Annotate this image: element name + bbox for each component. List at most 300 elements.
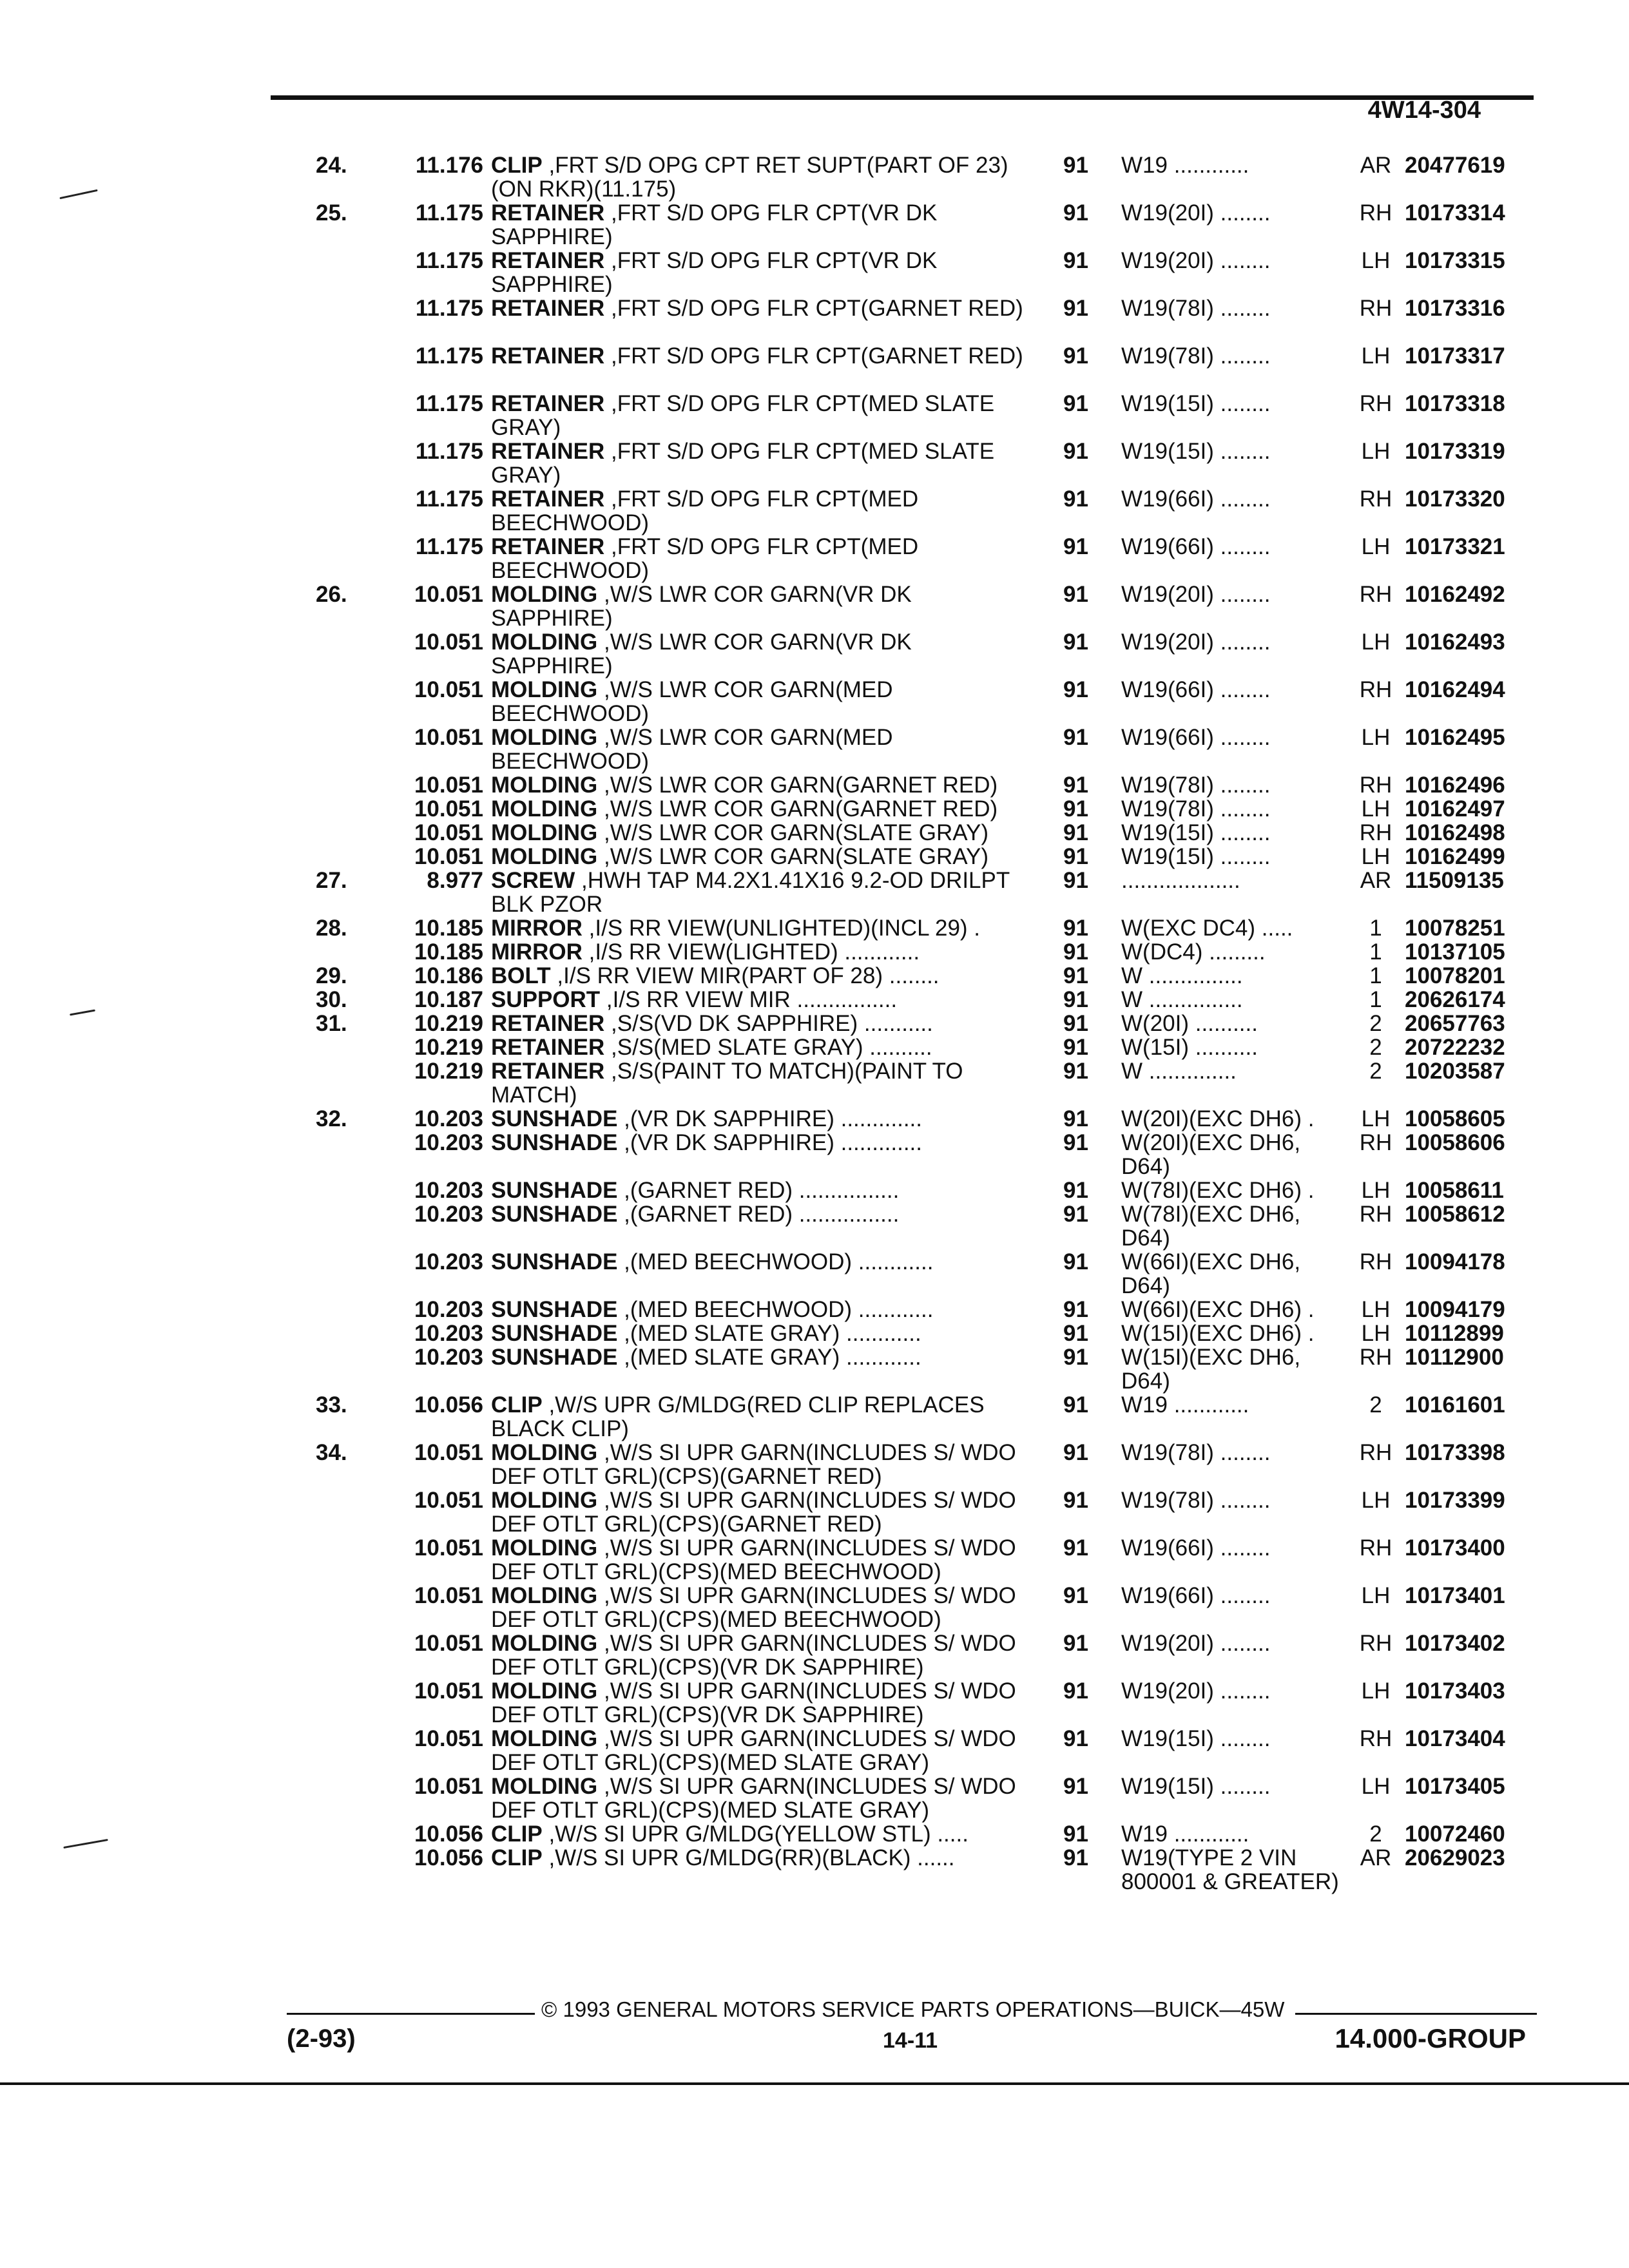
usage-code: W(78I)(EXC DH6) .: [1121, 1178, 1315, 1203]
part-number: 10058605: [1405, 1106, 1505, 1131]
part-row: [0, 1822, 1629, 1846]
quantity: 1: [1369, 963, 1382, 988]
group-number: 10.051: [414, 725, 483, 750]
part-description: [491, 940, 1026, 964]
usage-code: W19(15I) ........: [1121, 391, 1271, 416]
quantity: RH: [1359, 1631, 1393, 1656]
quantity: 1: [1369, 939, 1382, 965]
part-row: [0, 1035, 1629, 1059]
quantity: LH: [1361, 343, 1391, 369]
quantity: 2: [1369, 1821, 1382, 1847]
model-year: 91: [1063, 1774, 1088, 1799]
part-detail: ,FRT S/D OPG CPT RET SUPT(PART OF 23) (ON RKR)(11.175): [491, 153, 1008, 202]
part-name: SUNSHADE: [491, 1249, 618, 1274]
group-number: 10.051: [414, 1774, 483, 1799]
part-number: 10173401: [1405, 1583, 1505, 1608]
part-row: [0, 201, 1629, 249]
part-description: [491, 392, 1026, 439]
part-description: [491, 535, 1026, 582]
part-detail: ,W/S SI UPR G/MLDG(RR)(BLACK) ......: [542, 1845, 955, 1870]
group-number: 11.175: [415, 296, 483, 321]
part-row: [0, 1727, 1629, 1774]
part-detail: ,W/S LWR COR GARN(GARNET RED): [597, 796, 998, 822]
part-description: [491, 1774, 1026, 1822]
part-row: [0, 773, 1629, 797]
part-name: MOLDING: [491, 725, 598, 750]
part-detail: ,S/S(PAINT TO MATCH)(PAINT TO MATCH): [491, 1059, 963, 1108]
item-number: 31.: [316, 1011, 347, 1036]
usage-code: W(20I)(EXC DH6, D64): [1121, 1130, 1301, 1179]
quantity: RH: [1359, 391, 1393, 416]
part-row: [0, 249, 1629, 296]
usage-code: W19(66I) ........: [1121, 725, 1271, 750]
quantity: RH: [1359, 486, 1393, 512]
part-row: [0, 1012, 1629, 1035]
part-name: SCREW: [491, 868, 575, 893]
group-number: 10.051: [414, 629, 483, 655]
footer-rule-left: [287, 2013, 535, 2015]
model-year: 91: [1063, 629, 1088, 655]
part-detail: ,FRT S/D OPG FLR CPT(MED SLATE GRAY): [491, 391, 995, 440]
part-row: [0, 1321, 1629, 1345]
part-description: [491, 678, 1026, 726]
usage-code: W19(15I) ........: [1121, 844, 1271, 869]
part-description: [491, 153, 1026, 201]
part-detail: ,W/S SI UPR G/MLDG(YELLOW STL) .....: [542, 1821, 969, 1847]
group-number: 10.051: [414, 1583, 483, 1608]
quantity: RH: [1359, 200, 1393, 226]
model-year: 91: [1063, 1106, 1088, 1131]
usage-code: W19(15I) ........: [1121, 1774, 1271, 1799]
model-year: 91: [1063, 677, 1088, 702]
part-row: [0, 845, 1629, 869]
quantity: AR: [1360, 153, 1392, 178]
group-number: 10.051: [414, 1678, 483, 1704]
part-row: [0, 535, 1629, 582]
quantity: 2: [1369, 1392, 1382, 1418]
quantity: RH: [1359, 677, 1393, 702]
part-detail: ,W/S LWR COR GARN(SLATE GRAY): [597, 820, 988, 845]
part-detail: ,FRT S/D OPG FLR CPT(MED BEECHWOOD): [491, 486, 919, 535]
part-description: [491, 344, 1026, 368]
model-year: 91: [1063, 439, 1088, 464]
usage-code: W19 ............: [1121, 1392, 1249, 1418]
part-row: [0, 1774, 1629, 1822]
part-name: SUNSHADE: [491, 1297, 618, 1322]
part-row: [0, 1107, 1629, 1131]
usage-code: W19(20I) ........: [1121, 1631, 1271, 1656]
part-row: [0, 1441, 1629, 1488]
quantity: AR: [1360, 1845, 1392, 1870]
usage-code: W19(78I) ........: [1121, 296, 1271, 321]
part-description: [491, 1178, 1026, 1202]
part-name: RETAINER: [491, 343, 605, 369]
part-detail: ,(MED BEECHWOOD) ............: [617, 1297, 934, 1322]
model-year: 91: [1063, 153, 1088, 178]
quantity: LH: [1361, 1106, 1391, 1131]
part-detail: ,W/S UPR G/MLDG(RED CLIP REPLACES BLACK CLIP): [491, 1392, 985, 1441]
part-number: 10162494: [1405, 677, 1505, 702]
part-description: [491, 201, 1026, 249]
part-row: [0, 869, 1629, 916]
model-year: 91: [1063, 916, 1088, 941]
copyright-text: © 1993 GENERAL MOTORS SERVICE PARTS OPERATIONS—BUICK—45W: [541, 1997, 1285, 2021]
model-year: 91: [1063, 1488, 1088, 1513]
part-name: RETAINER: [491, 1035, 605, 1060]
part-row: [0, 1488, 1629, 1536]
quantity: 1: [1369, 987, 1382, 1012]
part-row: [0, 964, 1629, 988]
part-name: MOLDING: [491, 629, 598, 655]
part-row: [0, 797, 1629, 821]
model-year: 91: [1063, 296, 1088, 321]
part-detail: ,I/S RR VIEW MIR ................: [600, 987, 898, 1012]
part-number: 10173399: [1405, 1488, 1505, 1513]
group-number: 11.175: [415, 343, 483, 369]
part-description: [491, 1393, 1026, 1441]
model-year: 91: [1063, 1035, 1088, 1060]
group-number: 10.051: [414, 773, 483, 798]
model-year: 91: [1063, 1535, 1088, 1561]
part-detail: ,W/S LWR COR GARN(VR DK SAPPHIRE): [491, 629, 912, 678]
quantity: LH: [1361, 629, 1391, 655]
model-year: 91: [1063, 1583, 1088, 1608]
part-name: MIRROR: [491, 939, 583, 965]
part-name: MOLDING: [491, 1535, 598, 1561]
group-number: 11.175: [415, 200, 483, 226]
model-year: 91: [1063, 773, 1088, 798]
usage-code: W19(15I) ........: [1121, 1726, 1271, 1751]
part-name: CLIP: [491, 1845, 543, 1870]
quantity: LH: [1361, 796, 1391, 822]
quantity: RH: [1359, 1535, 1393, 1561]
part-name: MOLDING: [491, 1488, 598, 1513]
part-detail: ,(GARNET RED) ................: [617, 1178, 900, 1203]
group-number: 11.175: [415, 248, 483, 273]
part-description: [491, 916, 1026, 940]
part-detail: ,W/S LWR COR GARN(MED BEECHWOOD): [491, 677, 893, 726]
group-number: 10.203: [414, 1297, 483, 1322]
part-detail: ,FRT S/D OPG FLR CPT(MED SLATE GRAY): [491, 439, 995, 488]
part-name: MOLDING: [491, 796, 598, 822]
group-number: 10.051: [414, 1440, 483, 1465]
part-number: 10112899: [1405, 1321, 1504, 1346]
usage-code: W19(20I) ........: [1121, 1678, 1271, 1704]
group-number: 10.051: [414, 796, 483, 822]
part-description: [491, 1536, 1026, 1584]
model-year: 91: [1063, 486, 1088, 512]
part-row: [0, 1345, 1629, 1393]
part-detail: ,W/S SI UPR GARN(INCLUDES S/ WDO DEF OTLT GRL)(CPS)(GARNET RED): [491, 1488, 1016, 1537]
part-description: [491, 1012, 1026, 1035]
usage-code: W(DC4) .........: [1121, 939, 1266, 965]
usage-code: W(EXC DC4) .....: [1121, 916, 1293, 941]
part-number: 10112900: [1405, 1345, 1504, 1370]
part-number: 10173320: [1405, 486, 1505, 512]
footer-rule-right: [1295, 2013, 1537, 2015]
usage-code: W(66I)(EXC DH6, D64): [1121, 1249, 1301, 1298]
part-row: [0, 1631, 1629, 1679]
item-number: 26.: [316, 582, 347, 607]
part-row: [0, 821, 1629, 845]
part-detail: ,S/S(MED SLATE GRAY) ..........: [604, 1035, 932, 1060]
quantity: RH: [1359, 1130, 1393, 1155]
part-number: 10173405: [1405, 1774, 1505, 1799]
item-number: 32.: [316, 1106, 347, 1131]
group-number: 10.219: [414, 1059, 483, 1084]
part-number: 10058612: [1405, 1202, 1505, 1227]
part-detail: ,FRT S/D OPG FLR CPT(MED BEECHWOOD): [491, 534, 919, 583]
usage-code: W19(20I) ........: [1121, 200, 1271, 226]
model-year: 91: [1063, 987, 1088, 1012]
usage-code: W19(78I) ........: [1121, 773, 1271, 798]
part-name: SUNSHADE: [491, 1345, 618, 1370]
part-row: [0, 1393, 1629, 1441]
part-detail: ,W/S SI UPR GARN(INCLUDES S/ WDO DEF OTLT GRL)(CPS)(GARNET RED): [491, 1440, 1016, 1489]
part-row: [0, 1059, 1629, 1107]
usage-code: W19 ............: [1121, 153, 1249, 178]
group-number: 10.056: [414, 1845, 483, 1870]
part-name: MOLDING: [491, 1774, 598, 1799]
part-number: 20477619: [1405, 153, 1505, 178]
part-row: [0, 344, 1629, 392]
quantity: 2: [1369, 1059, 1382, 1084]
part-number: 10162492: [1405, 582, 1505, 607]
part-number: 10161601: [1405, 1392, 1505, 1418]
usage-code: W(15I)(EXC DH6) .: [1121, 1321, 1315, 1346]
model-year: 91: [1063, 796, 1088, 822]
part-detail: ,I/S RR VIEW(LIGHTED) ............: [582, 939, 920, 965]
part-number: 20722232: [1405, 1035, 1505, 1060]
usage-code: W ..............: [1121, 1059, 1237, 1084]
part-detail: ,W/S LWR COR GARN(VR DK SAPPHIRE): [491, 582, 912, 631]
part-number: 20626174: [1405, 987, 1505, 1012]
quantity: RH: [1359, 820, 1393, 845]
part-name: RETAINER: [491, 1059, 605, 1084]
part-number: 10173316: [1405, 296, 1505, 321]
part-row: [0, 940, 1629, 964]
part-name: MOLDING: [491, 582, 598, 607]
quantity: LH: [1361, 725, 1391, 750]
part-row: [0, 1131, 1629, 1178]
part-number: 20629023: [1405, 1845, 1505, 1870]
group-label: 14.000-GROUP: [1335, 2023, 1526, 2053]
part-name: BOLT: [491, 963, 551, 988]
part-name: CLIP: [491, 1392, 543, 1418]
quantity: RH: [1359, 296, 1393, 321]
part-detail: ,W/S SI UPR GARN(INCLUDES S/ WDO DEF OTLT GRL)(CPS)(MED BEECHWOOD): [491, 1583, 1016, 1632]
part-name: RETAINER: [491, 200, 605, 226]
part-number: 10203587: [1405, 1059, 1505, 1084]
group-number: 10.051: [414, 820, 483, 845]
quantity: LH: [1361, 1297, 1391, 1322]
item-number: 25.: [316, 200, 347, 226]
model-year: 91: [1063, 534, 1088, 559]
model-year: 91: [1063, 1321, 1088, 1346]
part-number: 10162495: [1405, 725, 1505, 750]
part-description: [491, 869, 1026, 916]
revision-date: (2-93): [287, 2024, 356, 2053]
part-number: 10173403: [1405, 1678, 1505, 1704]
usage-code: W19(66I) ........: [1121, 534, 1271, 559]
model-year: 91: [1063, 1845, 1088, 1870]
part-name: RETAINER: [491, 1011, 605, 1036]
group-number: 10.185: [414, 916, 483, 941]
part-description: [491, 487, 1026, 535]
part-name: SUNSHADE: [491, 1178, 618, 1203]
part-name: MIRROR: [491, 916, 583, 941]
part-number: 10173402: [1405, 1631, 1505, 1656]
group-number: 10.051: [414, 1488, 483, 1513]
part-description: [491, 1822, 1026, 1846]
part-name: RETAINER: [491, 486, 605, 512]
part-description: [491, 773, 1026, 797]
part-detail: ,FRT S/D OPG FLR CPT(VR DK SAPPHIRE): [491, 200, 938, 249]
item-number: 27.: [316, 868, 347, 893]
part-description: [491, 1584, 1026, 1631]
model-year: 91: [1063, 963, 1088, 988]
model-year: 91: [1063, 1178, 1088, 1203]
quantity: RH: [1359, 1345, 1393, 1370]
quantity: 2: [1369, 1011, 1382, 1036]
part-description: [491, 439, 1026, 487]
part-description: [491, 1321, 1026, 1345]
part-description: [491, 988, 1026, 1012]
bottom-rule: [0, 2082, 1629, 2085]
model-year: 91: [1063, 1440, 1088, 1465]
quantity: LH: [1361, 534, 1391, 559]
part-name: RETAINER: [491, 296, 605, 321]
part-name: RETAINER: [491, 391, 605, 416]
part-row: [0, 1536, 1629, 1584]
part-name: CLIP: [491, 153, 543, 178]
part-description: [491, 1488, 1026, 1536]
page-code: 4W14-304: [1367, 97, 1481, 124]
part-row: [0, 439, 1629, 487]
group-number: 10.051: [414, 1631, 483, 1656]
group-number: 10.203: [414, 1178, 483, 1203]
quantity: RH: [1359, 582, 1393, 607]
header-rule: [271, 95, 1534, 100]
part-name: MOLDING: [491, 1440, 598, 1465]
item-number: 29.: [316, 963, 347, 988]
part-row: [0, 1298, 1629, 1321]
usage-code: W19 ............: [1121, 1821, 1249, 1847]
part-detail: ,(VR DK SAPPHIRE) .............: [617, 1130, 923, 1155]
part-description: [491, 1727, 1026, 1774]
part-number: 10173318: [1405, 391, 1505, 416]
part-detail: ,(VR DK SAPPHIRE) .............: [617, 1106, 923, 1131]
part-number: 10078251: [1405, 916, 1505, 941]
usage-code: W19(15I) ........: [1121, 820, 1271, 845]
part-number: 20657763: [1405, 1011, 1505, 1036]
usage-code: W19(78I) ........: [1121, 1488, 1271, 1513]
group-number: 10.051: [414, 1535, 483, 1561]
group-number: 11.175: [415, 534, 483, 559]
part-row: [0, 1250, 1629, 1298]
usage-code: W19(78I) ........: [1121, 796, 1271, 822]
parts-list: [0, 153, 1629, 1917]
part-name: RETAINER: [491, 534, 605, 559]
part-number: 10058611: [1405, 1178, 1504, 1203]
part-description: [491, 726, 1026, 773]
quantity: RH: [1359, 1440, 1393, 1465]
part-description: [491, 1846, 1026, 1870]
group-number: 10.203: [414, 1130, 483, 1155]
part-detail: ,(MED SLATE GRAY) ............: [617, 1345, 921, 1370]
part-number: 10162497: [1405, 796, 1505, 822]
part-detail: ,W/S LWR COR GARN(MED BEECHWOOD): [491, 725, 893, 774]
model-year: 91: [1063, 1392, 1088, 1418]
part-detail: ,(GARNET RED) ................: [617, 1202, 900, 1227]
part-name: SUPPORT: [491, 987, 601, 1012]
usage-code: W ...............: [1121, 963, 1243, 988]
part-description: [491, 1298, 1026, 1321]
part-row: [0, 1679, 1629, 1727]
item-number: 24.: [316, 153, 347, 178]
usage-code: W19(20I) ........: [1121, 582, 1271, 607]
model-year: 91: [1063, 1249, 1088, 1274]
quantity: RH: [1359, 773, 1393, 798]
part-number: 10058606: [1405, 1130, 1505, 1155]
quantity: LH: [1361, 1321, 1391, 1346]
model-year: 91: [1063, 820, 1088, 845]
model-year: 91: [1063, 868, 1088, 893]
part-name: MOLDING: [491, 677, 598, 702]
part-name: RETAINER: [491, 248, 605, 273]
part-row: [0, 988, 1629, 1012]
model-year: 91: [1063, 725, 1088, 750]
part-number: 10162493: [1405, 629, 1505, 655]
group-number: 10.051: [414, 844, 483, 869]
group-number: 10.203: [414, 1321, 483, 1346]
usage-code: W(20I)(EXC DH6) .: [1121, 1106, 1315, 1131]
part-description: [491, 630, 1026, 678]
part-name: MOLDING: [491, 1583, 598, 1608]
part-number: 10094178: [1405, 1249, 1505, 1274]
part-description: [491, 1441, 1026, 1488]
quantity: LH: [1361, 1678, 1391, 1704]
part-name: MOLDING: [491, 1631, 598, 1656]
group-number: 10.051: [414, 1726, 483, 1751]
part-description: [491, 249, 1026, 296]
part-description: [491, 1345, 1026, 1369]
usage-code: W(66I)(EXC DH6) .: [1121, 1297, 1315, 1322]
part-number: 10162498: [1405, 820, 1505, 845]
part-name: MOLDING: [491, 1678, 598, 1704]
part-name: MOLDING: [491, 1726, 598, 1751]
usage-code: W19(20I) ........: [1121, 629, 1271, 655]
group-number: 11.175: [415, 486, 483, 512]
part-detail: ,W/S SI UPR GARN(INCLUDES S/ WDO DEF OTLT GRL)(CPS)(VR DK SAPPHIRE): [491, 1678, 1016, 1727]
part-row: [0, 1178, 1629, 1202]
part-number: 10094179: [1405, 1297, 1505, 1322]
part-description: [491, 582, 1026, 630]
part-number: 10078201: [1405, 963, 1505, 988]
part-detail: ,W/S SI UPR GARN(INCLUDES S/ WDO DEF OTLT GRL)(CPS)(MED SLATE GRAY): [491, 1774, 1016, 1823]
part-number: 10072460: [1405, 1821, 1505, 1847]
part-detail: ,FRT S/D OPG FLR CPT(VR DK SAPPHIRE): [491, 248, 938, 297]
quantity: 2: [1369, 1035, 1382, 1060]
item-number: 33.: [316, 1392, 347, 1418]
usage-code: W(20I) ..........: [1121, 1011, 1258, 1036]
quantity: RH: [1359, 1249, 1393, 1274]
group-number: 10.185: [414, 939, 483, 965]
group-number: 10.051: [414, 582, 483, 607]
part-description: [491, 1202, 1026, 1226]
part-detail: ,W/S SI UPR GARN(INCLUDES S/ WDO DEF OTLT GRL)(CPS)(MED BEECHWOOD): [491, 1535, 1016, 1584]
part-row: [0, 1584, 1629, 1631]
